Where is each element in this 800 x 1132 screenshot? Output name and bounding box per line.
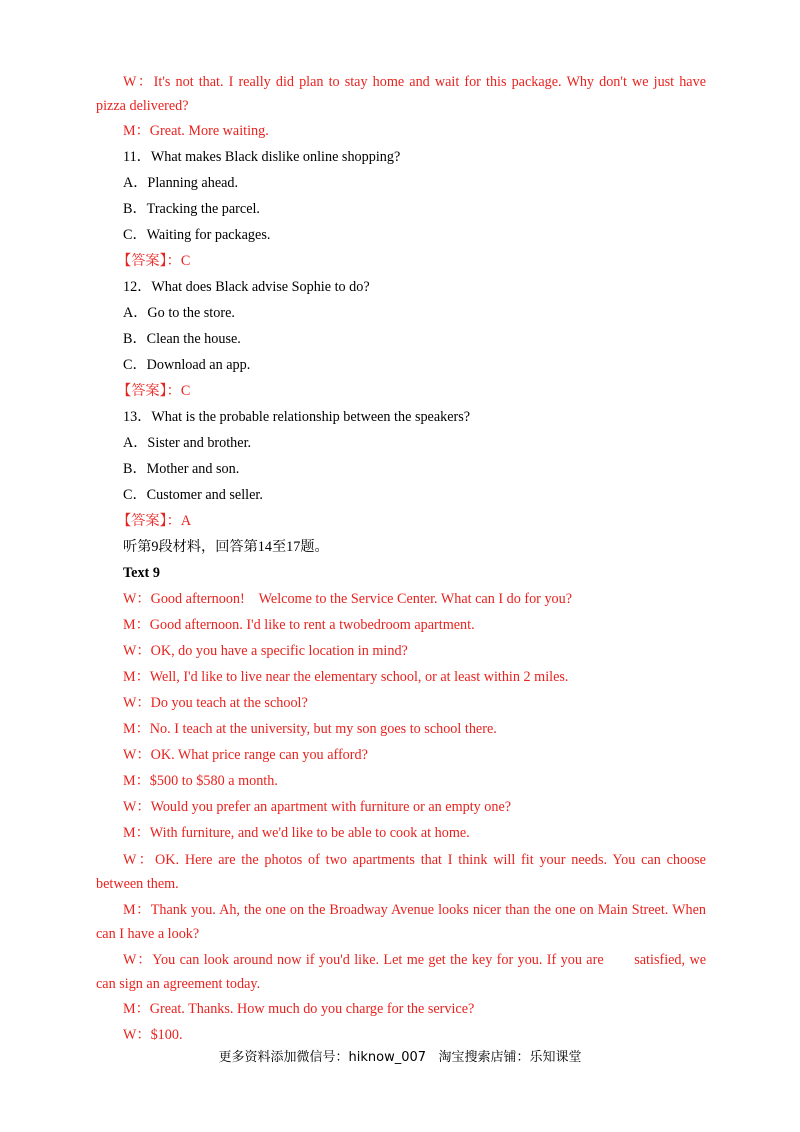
option-b: B．Clean the house. bbox=[123, 331, 241, 347]
dialog-line: W：Good afternoon! Welcome to the Service Center. What can I do for you? bbox=[123, 591, 573, 607]
question-11: 11．What makes Black dislike online shopping? bbox=[123, 149, 401, 165]
option-c: C．Download an app. bbox=[123, 357, 251, 373]
text-title: Text 9 bbox=[123, 565, 160, 581]
dialog-line: W：It's not that. I really did plan to stay home and wait for this package. Why don't we just have pizza delivered? bbox=[96, 74, 706, 114]
option-b: B．Tracking the parcel. bbox=[123, 201, 260, 217]
answer-label: 【答案】：C bbox=[117, 383, 191, 399]
dialog-line: M：With furniture, and we'd like to be able to cook at home. bbox=[123, 825, 470, 841]
dialog-line: M：Great. More waiting. bbox=[123, 123, 269, 139]
dialog-line: M：Great. Thanks. How much do you charge for the service? bbox=[123, 1001, 475, 1017]
option-c: C．Waiting for packages. bbox=[123, 227, 271, 243]
question-12: 12．What does Black advise Sophie to do? bbox=[123, 279, 370, 295]
dialog-line: W：OK, do you have a specific location in mind? bbox=[123, 643, 408, 659]
dialog-line: M：Thank you. Ah, the one on the Broadway Avenue looks nicer than the one on Main Street. When can I have a look? bbox=[96, 902, 706, 942]
option-b: B．Mother and son. bbox=[123, 461, 240, 477]
question-13: 13．What is the probable relationship between the speakers? bbox=[123, 409, 471, 425]
option-c: C．Customer and seller. bbox=[123, 487, 263, 503]
option-a: A．Sister and brother. bbox=[123, 435, 252, 451]
dialog-line: W：OK. Here are the photos of two apartments that I think will fit your needs. You can choose between them. bbox=[96, 852, 706, 892]
document-content bbox=[96, 70, 710, 1050]
answer-label: 【答案】：A bbox=[117, 513, 192, 529]
section-instruction: 听第9段材料，回答第14至17题。 bbox=[123, 539, 329, 555]
dialog-line: W：Do you teach at the school? bbox=[123, 695, 308, 711]
dialog-line: M：Well, I'd like to live near the elementary school, or at least within 2 miles. bbox=[123, 669, 569, 685]
option-a: A．Planning ahead. bbox=[123, 175, 239, 191]
dialog-line: W：OK. What price range can you afford? bbox=[123, 747, 368, 763]
dialog-line: M：No. I teach at the university, but my son goes to school there. bbox=[123, 721, 497, 737]
dialog-line: W：Would you prefer an apartment with furniture or an empty one? bbox=[123, 799, 512, 815]
dialog-line: M：Good afternoon. I'd like to rent a twobedroom apartment. bbox=[123, 617, 475, 633]
answer-label: 【答案】：C bbox=[117, 253, 191, 269]
dialog-line: W：You can look around now if you'd like. Let me get the key for you. If you are satisfied, we can sign an agreement today. bbox=[96, 952, 710, 992]
dialog-line: W：$100. bbox=[123, 1027, 183, 1043]
dialog-line: M：$500 to $580 a month. bbox=[123, 773, 278, 789]
option-a: A．Go to the store. bbox=[123, 305, 235, 321]
page-footer: 更多资料添加微信号：hiknow_007 淘宝搜索店铺：乐知课堂 bbox=[218, 1050, 582, 1065]
